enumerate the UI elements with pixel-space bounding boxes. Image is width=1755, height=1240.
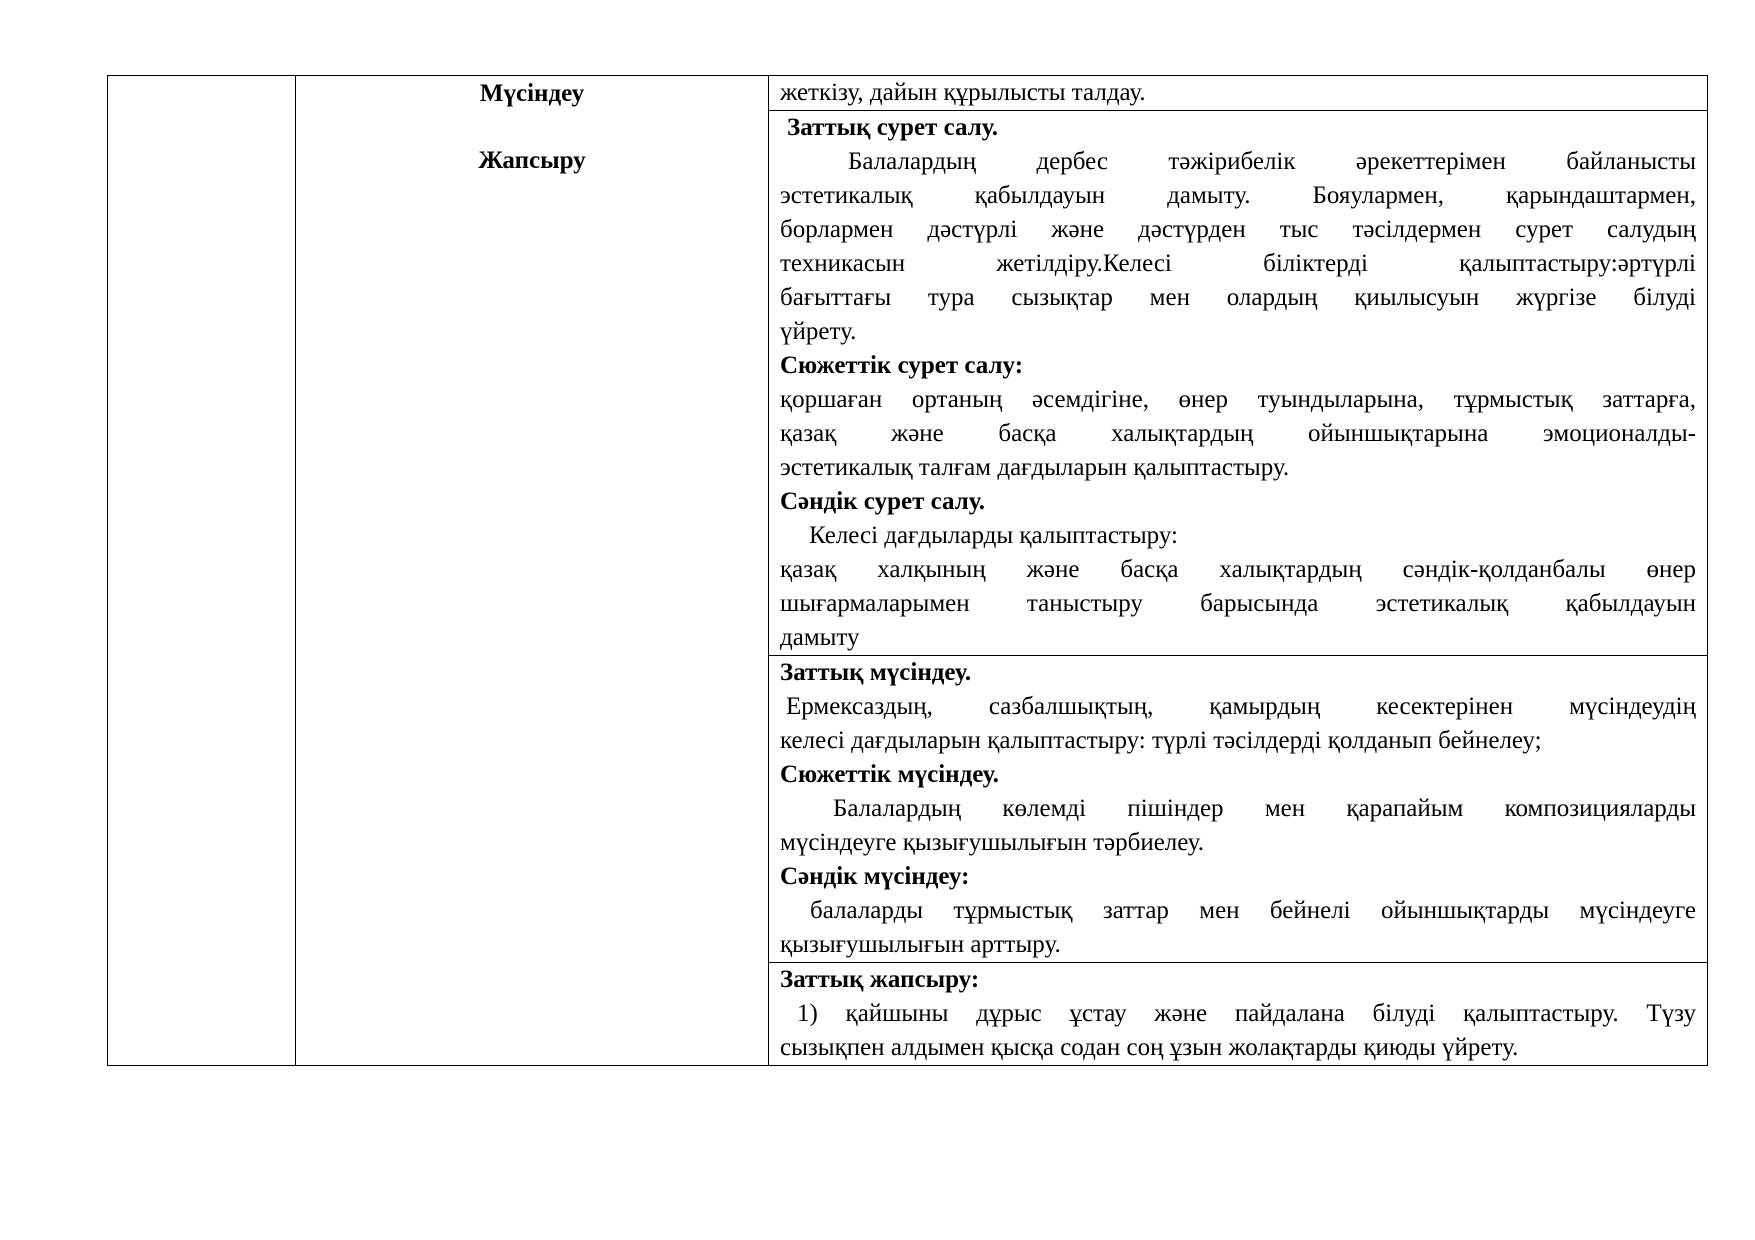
paragraph-line: Келесі дағдыларды қалыптастыру:	[809, 522, 1178, 549]
paragraph-line: қазақ халқының және басқа халықтардың сәндік-қолданбалы өнер	[780, 556, 1696, 583]
paragraph-line: қызығушылығын арттыру.	[780, 931, 1061, 958]
paragraph-line: сызықпен алдымен қысқа содан соң ұзын жолақтарды қиюды үйрету.	[780, 1034, 1519, 1061]
paragraph-line: шығармаларымен таныстыру барысында эстетикалық қабылдауын	[780, 590, 1696, 617]
paragraph-line: балаларды тұрмыстық заттар мен бейнелі ойыншықтарды мүсіндеуге	[810, 897, 1696, 924]
paragraph-line: мүсіндеуге қызығушылығын тәрбиелеу.	[780, 829, 1204, 856]
topic-modeling: Мүсіндеу	[479, 80, 585, 107]
paragraph-line: 1) қайшыны дұрыс ұстау және пайдалана білуді қалыптастыру. Түзу	[797, 1000, 1696, 1027]
paragraph-line: қазақ және басқа халықтардың ойыншықтарына эмоционалды-	[780, 420, 1696, 447]
subject-modeling-heading: Заттық мүсіндеу.	[780, 659, 972, 686]
continuation-cell	[769, 76, 1708, 111]
paragraph-line: техникасын жетілдіру.Келесі біліктерді қалыптастыру:әртүрлі	[780, 250, 1696, 277]
modeling-cell	[769, 656, 1708, 963]
continuation-text: жеткізу, дайын құрылысты талдау.	[780, 79, 1146, 106]
plot-drawing-heading: Сюжеттік сурет салу:	[780, 352, 1024, 379]
curriculum-table	[107, 75, 1708, 1066]
paragraph-line: келесі дағдыларын қалыптастыру: түрлі тәсілдерді қолданып бейнелеу;	[780, 727, 1542, 754]
paragraph-line: Ермексаздың, сазбалшықтың, қамырдың кесектерінен мүсіндеудің	[786, 693, 1696, 720]
table-row	[108, 76, 1708, 111]
empty-cell	[108, 76, 296, 1066]
paragraph-line: дамыту	[780, 624, 860, 651]
paragraph-line: Балалардың дербес тәжірибелік әрекеттерімен байланысты	[848, 148, 1696, 175]
paragraph-line: үйрету.	[780, 318, 857, 345]
decorative-drawing-heading: Сәндік сурет салу.	[780, 488, 985, 515]
paragraph-line: борлармен дәстүрлі және дәстүрден тыс тәсілдермен сурет салудың	[780, 216, 1696, 243]
topic-applique: Жапсыру	[478, 147, 586, 174]
topics-cell	[296, 76, 769, 1066]
subject-applique-heading: Заттық жапсыру:	[780, 966, 980, 993]
plot-modeling-heading: Сюжеттік мүсіндеу.	[780, 761, 999, 788]
decorative-modeling-heading: Сәндік мүсіндеу:	[780, 863, 970, 890]
paragraph-line: эстетикалық қабылдауын дамыту. Бояулармен, қарындаштармен,	[780, 182, 1696, 209]
paragraph-line: Балалардың көлемді пішіндер мен қарапайым композицияларды	[833, 795, 1696, 822]
paragraph-line: эстетикалық талғам дағдыларын қалыптастыру.	[780, 454, 1290, 481]
paragraph-line: қоршаған ортаның әсемдігіне, өнер туындыларына, тұрмыстық заттарға,	[780, 386, 1696, 413]
drawing-cell	[769, 111, 1708, 656]
applique-cell	[769, 963, 1708, 1066]
paragraph-line: бағыттағы тура сызықтар мен олардың қиылысуын жүргізе білуді	[780, 284, 1696, 311]
subject-drawing-heading: Заттық сурет салу.	[787, 114, 998, 141]
